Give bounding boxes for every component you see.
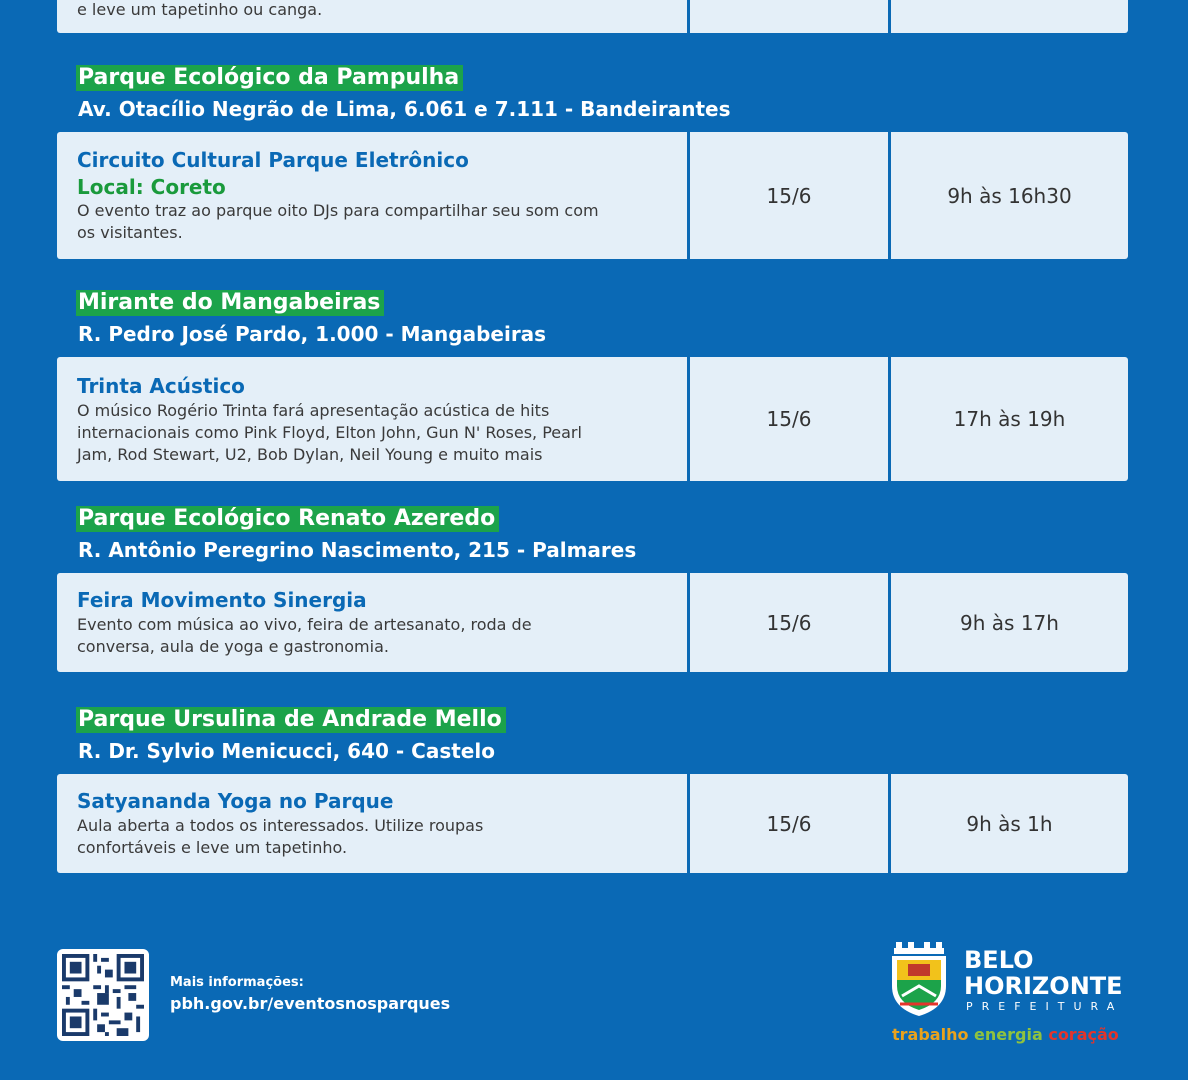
event-description: os visitantes.	[77, 223, 183, 242]
park-address: R. Antônio Peregrino Nascimento, 215 - Palmares	[78, 538, 637, 562]
event-description: e leve um tapetinho ou canga.	[77, 0, 323, 19]
pbh-coat-of-arms-icon	[888, 942, 950, 1018]
event-description: Evento com música ao vivo, feira de artesanato, roda de	[77, 615, 532, 634]
event-description: Jam, Rod Stewart, U2, Bob Dylan, Neil Young e muito mais	[77, 444, 543, 464]
event-date: 15/6	[766, 610, 812, 635]
event-title: Satyananda Yoga no Parque	[77, 789, 394, 813]
park-name: Parque Ecológico da Pampulha	[76, 65, 463, 91]
park-address: R. Dr. Sylvio Menicucci, 640 - Castelo	[78, 739, 495, 763]
event-row	[57, 774, 1128, 873]
slogan-word: energia	[974, 1025, 1043, 1044]
logo-horizonte: HORIZONTE	[964, 972, 1123, 1000]
event-row	[57, 573, 1128, 672]
event-title: Feira Movimento Sinergia	[77, 588, 367, 612]
park-name: Mirante do Mangabeiras	[76, 290, 384, 316]
event-description: conversa, aula de yoga e gastronomia.	[77, 637, 389, 656]
qr-code-icon[interactable]	[57, 949, 149, 1041]
event-info-cell	[57, 774, 687, 873]
event-description: Aula aberta a todos os interessados. Utilize roupas	[77, 816, 484, 835]
event-row	[57, 132, 1128, 259]
slogan-word: trabalho	[892, 1025, 969, 1044]
event-info-cell	[57, 0, 687, 33]
park-address: R. Pedro José Pardo, 1.000 - Mangabeiras	[78, 322, 547, 346]
slogan	[892, 1025, 1119, 1044]
event-info-cell	[57, 357, 687, 481]
event-title: Circuito Cultural Parque Eletrônico	[77, 148, 469, 172]
event-info-cell	[57, 132, 687, 259]
event-title: Trinta Acústico	[77, 373, 245, 398]
info-url[interactable]: pbh.gov.br/eventosnosparques	[170, 994, 451, 1013]
event-description: confortáveis e leve um tapetinho.	[77, 838, 348, 857]
event-description: O músico Rogério Trinta fará apresentação acústica de hits	[77, 400, 550, 420]
event-time: 9h às 17h	[960, 610, 1059, 635]
event-description: internacionais como Pink Floyd, Elton John, Gun N' Roses, Pearl	[77, 422, 582, 442]
event-time: 17h às 19h	[953, 407, 1066, 431]
event-date: 15/6	[766, 811, 812, 836]
park-name: Parque Ecológico Renato Azeredo	[76, 506, 499, 532]
park-name: Parque Ursulina de Andrade Mello	[76, 707, 506, 733]
event-time: 9h às 16h30	[947, 183, 1072, 208]
event-date: 15/6	[766, 407, 812, 431]
event-time-cell	[891, 0, 1128, 33]
event-info-cell	[57, 573, 687, 672]
logo-prefeitura: PREFEITURA	[966, 1000, 1124, 1013]
park-address: Av. Otacílio Negrão de Lima, 6.061 e 7.111 - Bandeirantes	[78, 97, 731, 121]
slogan-word: coração	[1048, 1025, 1119, 1044]
info-label: Mais informações:	[170, 975, 304, 990]
event-row	[57, 357, 1128, 481]
event-row-partial	[57, 0, 1128, 33]
logo-belo: BELO	[964, 946, 1034, 974]
event-description: O evento traz ao parque oito DJs para compartilhar seu som com	[77, 201, 599, 220]
event-date: 15/6	[766, 183, 812, 208]
event-date-cell	[690, 0, 888, 33]
event-location: Local: Coreto	[77, 175, 226, 199]
event-time: 9h às 1h	[966, 811, 1053, 836]
